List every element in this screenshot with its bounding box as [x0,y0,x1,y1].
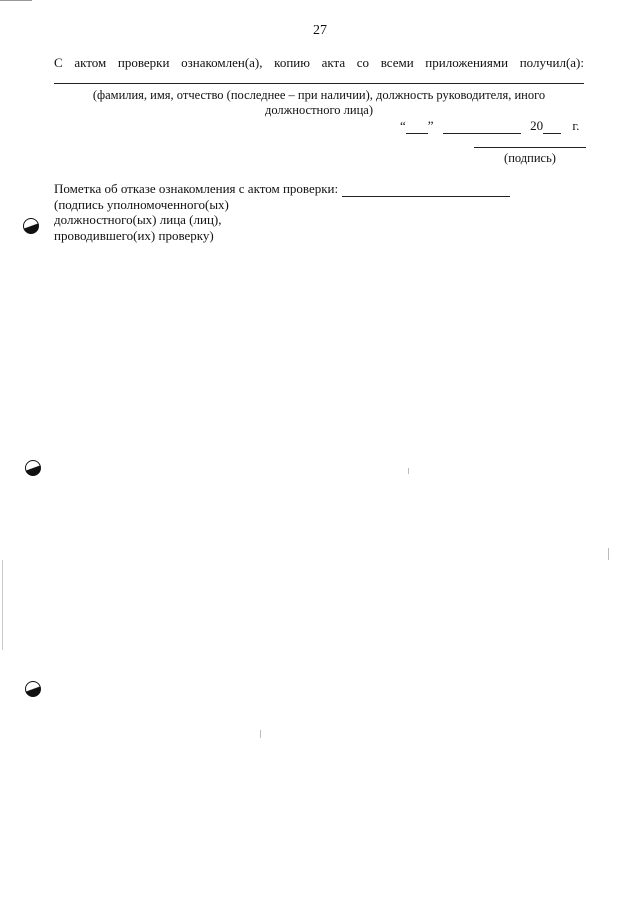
scan-speck [608,548,609,560]
name-position-underline [54,83,584,84]
scan-edge-mark [2,560,3,650]
name-position-caption-line2: должностного лица) [264,103,374,117]
refusal-block [54,181,534,243]
scan-edge-mark [0,0,32,1]
signature-underline [474,147,586,148]
scan-speck [260,730,261,738]
refusal-caption-line1: (подпись уполномоченного(ых) [54,196,229,212]
month-blank [443,121,521,134]
refusal-label: Пометка об отказе ознакомления с актом проверки: [54,181,339,196]
date-open-quote: “ [400,118,406,133]
scan-speck [408,468,409,474]
name-position-caption [54,88,584,118]
acknowledgment-text: С актом проверки ознакомлен(а), копию акта со всеми приложениями получил(а): [54,55,584,70]
refusal-caption-line3: проводившего(их) проверку) [54,227,214,243]
refusal-underline [342,184,510,197]
refusal-label-line [54,181,534,197]
year-suffix: г. [572,118,580,133]
date-row [400,118,585,134]
punch-hole-icon [25,460,41,476]
day-blank [406,121,428,134]
name-position-caption-line1: (фамилия, имя, отчество (последнее – при наличии), должность руководителя, иного [92,88,546,102]
year-prefix: 20 [530,118,544,133]
punch-hole-icon [25,681,41,697]
signature-caption: (подпись) [504,151,556,165]
punch-hole-icon [23,218,39,234]
page-number: 27 [313,23,327,38]
date-close-quote: ” [427,118,434,133]
refusal-caption-line2: должностного(ых) лица (лиц), [54,212,222,227]
year-blank [543,121,561,134]
